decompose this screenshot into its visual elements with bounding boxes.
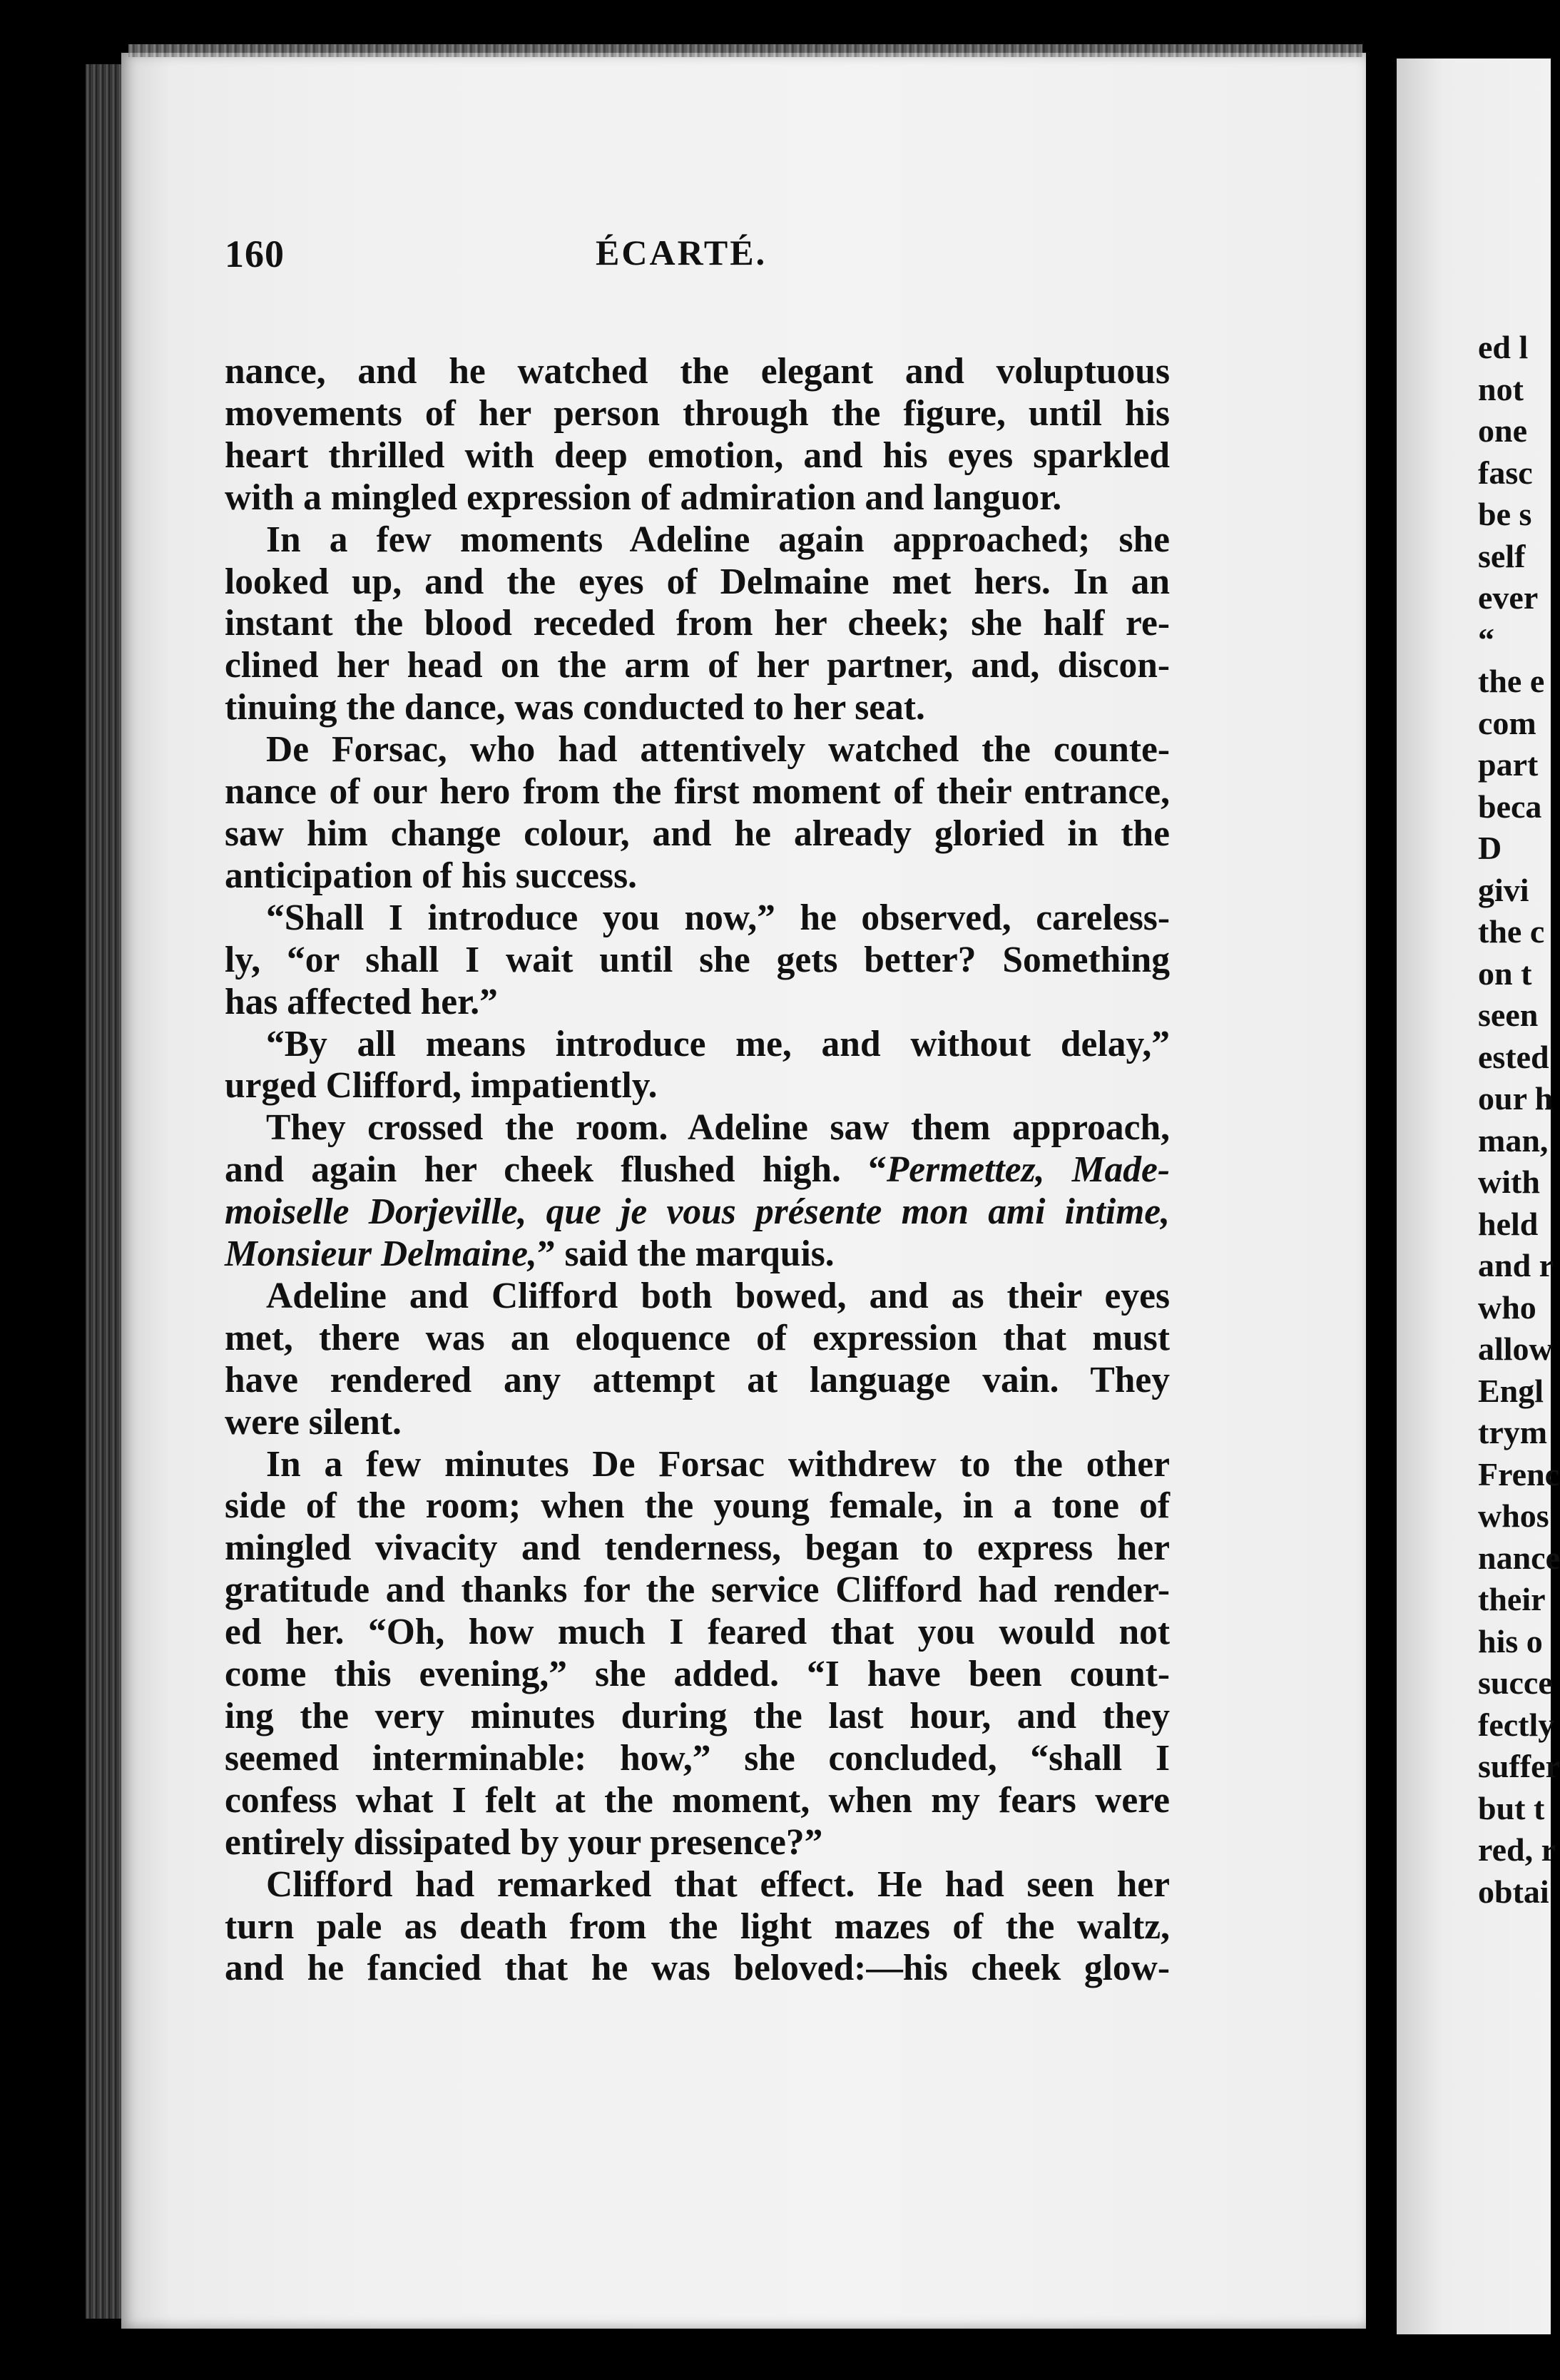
facing-page-line: D: [1478, 830, 1502, 866]
text-line: [225, 729, 1170, 771]
text-line-plain: Adeline and Clifford both bowed, and as their eyes: [266, 1275, 1170, 1316]
text-line-plain: entirely dissipated by your presence?”: [225, 1821, 823, 1863]
text-line-plain: mingled vivacity and tenderness, began to express her: [225, 1527, 1170, 1569]
facing-page-line: succe: [1478, 1664, 1553, 1701]
text-line: [225, 1570, 1170, 1612]
text-line-plain: anticipation of his success.: [225, 855, 637, 896]
body-text: [225, 351, 1170, 1990]
text-line: [225, 1318, 1170, 1360]
text-line: [225, 1065, 1170, 1107]
facing-page-line: Frenc: [1478, 1455, 1560, 1492]
text-line-plain: come this evening,” she added. “I have been count-: [225, 1654, 1170, 1695]
page-number: 160: [225, 233, 285, 275]
text-line-plain: nance, and he watched the elegant and voluptuous: [225, 351, 1170, 392]
text-line: [225, 1864, 1170, 1906]
text-line-italic: Permettez, Made-: [886, 1149, 1170, 1191]
facing-page-line: ed l: [1478, 329, 1529, 365]
text-line-plain: instant the blood receded from her cheek; she half re-: [225, 603, 1170, 644]
text-line: [225, 645, 1170, 687]
text-line: [225, 1654, 1170, 1696]
text-line-plain: met, there was an eloquence of expression that must: [225, 1317, 1170, 1358]
text-line-plain: were silent.: [225, 1401, 402, 1443]
facing-page-line: their: [1478, 1581, 1546, 1617]
text-line: [225, 1402, 1170, 1444]
text-line: [225, 1024, 1170, 1066]
facing-page-line: fectly: [1478, 1706, 1555, 1743]
text-line: [225, 1780, 1170, 1822]
text-line: [225, 1485, 1170, 1527]
facing-page-line: the e: [1478, 663, 1545, 699]
facing-page-line: part: [1478, 746, 1539, 783]
facing-page-line: beca: [1478, 788, 1542, 825]
facing-page-line: Engl: [1478, 1372, 1544, 1409]
text-line-plain: with a mingled expression of admiration and languor.: [225, 477, 1062, 518]
text-line: [225, 1444, 1170, 1486]
text-line-plain: saw him change colour, and he already gloried in the: [225, 813, 1170, 854]
text-line: [225, 897, 1170, 940]
text-line: [225, 603, 1170, 645]
running-title: ÉCARTÉ.: [596, 233, 768, 273]
facing-page-line: on t: [1478, 955, 1532, 992]
text-line: [225, 1612, 1170, 1654]
facing-page-line: nance: [1478, 1539, 1560, 1576]
facing-page-line: the c: [1478, 913, 1545, 950]
text-line: [225, 1276, 1170, 1318]
facing-page-line: not: [1478, 370, 1524, 407]
facing-page-text: [1478, 327, 1560, 1913]
facing-page-line: trym: [1478, 1414, 1548, 1450]
facing-page-line: allow: [1478, 1331, 1553, 1367]
text-line-italic: Monsieur Delmaine,: [225, 1234, 537, 1275]
facing-page-line: self: [1478, 537, 1526, 574]
text-line-plain: movements of her person through the figure, until his: [225, 392, 1170, 434]
text-line: [225, 813, 1170, 855]
text-line-plain: gratitude and thanks for the service Clifford had render-: [225, 1570, 1170, 1611]
facing-page-line: and r: [1478, 1247, 1554, 1283]
text-line: [225, 1822, 1170, 1864]
text-line: [225, 1696, 1170, 1738]
text-line: [225, 393, 1170, 435]
text-line-italic: moiselle Dorjeville, que je vous présente mon ami intime,: [225, 1191, 1170, 1233]
text-line: [225, 940, 1170, 982]
facing-page-line: fasc: [1478, 454, 1533, 491]
text-line-plain: looked up, and the eyes of Delmaine met hers. In an: [225, 561, 1170, 602]
text-line-plain: Clifford had remarked that effect. He had seen her: [266, 1863, 1170, 1905]
text-line: [225, 435, 1170, 477]
facing-page-line: obtai: [1478, 1873, 1549, 1910]
text-line-plain: They crossed the room. Adeline saw them approach,: [266, 1107, 1170, 1149]
text-line-plain: have rendered any attempt at language vain. They: [225, 1359, 1170, 1400]
text-line-plain: nance of our hero from the first moment of their entrance,: [225, 771, 1170, 813]
page-header: [225, 232, 1166, 310]
text-line-plain: ” said the marquis.: [536, 1234, 835, 1275]
facing-page-line: our h: [1478, 1080, 1554, 1117]
text-line-plain: side of the room; when the young female, in a tone of: [225, 1485, 1170, 1527]
facing-page-line: whos: [1478, 1497, 1549, 1534]
text-line-plain: “By all means introduce me, and without delay,”: [266, 1023, 1170, 1064]
text-line-plain: tinuing the dance, was conducted to her seat.: [225, 687, 925, 728]
facing-page-line: suffer: [1478, 1748, 1560, 1784]
facing-page-line: ested: [1478, 1038, 1549, 1075]
facing-page-line: com: [1478, 704, 1536, 741]
facing-page-line: seen: [1478, 997, 1539, 1033]
text-line-plain: and again her cheek flushed high. “: [225, 1149, 887, 1191]
facing-page-line: red, r: [1478, 1831, 1556, 1868]
text-line-plain: ly, “or shall I wait until she gets better? Something: [225, 939, 1170, 980]
facing-page-line: ever: [1478, 579, 1539, 616]
facing-page-line: with: [1478, 1164, 1540, 1200]
text-line-plain: ing the very minutes during the last hour, and they: [225, 1696, 1170, 1736]
text-line: [225, 982, 1170, 1024]
text-line: [225, 1360, 1170, 1402]
text-line: [225, 1234, 1170, 1276]
text-line-plain: In a few minutes De Forsac withdrew to the other: [266, 1443, 1170, 1485]
text-line: [225, 1527, 1170, 1570]
text-line: [225, 1107, 1170, 1149]
text-line-plain: clined her head on the arm of her partner, and, discon-: [225, 645, 1170, 686]
text-line: [225, 519, 1170, 561]
facing-page-line: man,: [1478, 1122, 1549, 1159]
text-line-plain: seemed interminable: how,” she concluded, “shall I: [225, 1737, 1170, 1779]
text-line-plain: has affected her.”: [225, 981, 498, 1022]
text-line: [225, 771, 1170, 813]
facing-page-line: one: [1478, 412, 1527, 449]
facing-page-line: but t: [1478, 1789, 1545, 1826]
page-top-edge: [128, 44, 1362, 57]
text-line: [225, 1906, 1170, 1948]
text-line-plain: In a few moments Adeline again approached; she: [266, 519, 1170, 560]
facing-page-line: his o: [1478, 1622, 1543, 1659]
text-line-plain: heart thrilled with deep emotion, and his eyes sparkled: [225, 434, 1170, 476]
text-line: [225, 1948, 1170, 1990]
facing-page-line: who: [1478, 1288, 1536, 1326]
text-line-plain: turn pale as death from the light mazes of the waltz,: [225, 1906, 1170, 1947]
text-line-plain: and he fancied that he was beloved:—his cheek glow-: [225, 1948, 1170, 1989]
text-line-plain: urged Clifford, impatiently.: [225, 1065, 658, 1107]
text-line: [225, 1191, 1170, 1234]
text-line-plain: “Shall I introduce you now,” he observed, careless-: [266, 897, 1170, 938]
book-gutter: [1366, 43, 1397, 2340]
text-line: [225, 1149, 1170, 1191]
text-line: [225, 687, 1170, 729]
facing-page-line: be s: [1478, 496, 1532, 532]
text-line-plain: ed her. “Oh, how much I feared that you would not: [225, 1612, 1170, 1653]
text-line: [225, 1738, 1170, 1780]
facing-page-line: “: [1478, 621, 1494, 658]
facing-page-line: held: [1478, 1205, 1539, 1242]
text-line: [225, 561, 1170, 604]
text-line-plain: De Forsac, who had attentively watched the counte-: [266, 729, 1170, 771]
facing-page-line: givi: [1478, 871, 1529, 908]
text-line: [225, 477, 1170, 519]
text-line: [225, 855, 1170, 897]
text-line-plain: confess what I felt at the moment, when my fears were: [225, 1779, 1170, 1821]
text-line: [225, 351, 1170, 393]
